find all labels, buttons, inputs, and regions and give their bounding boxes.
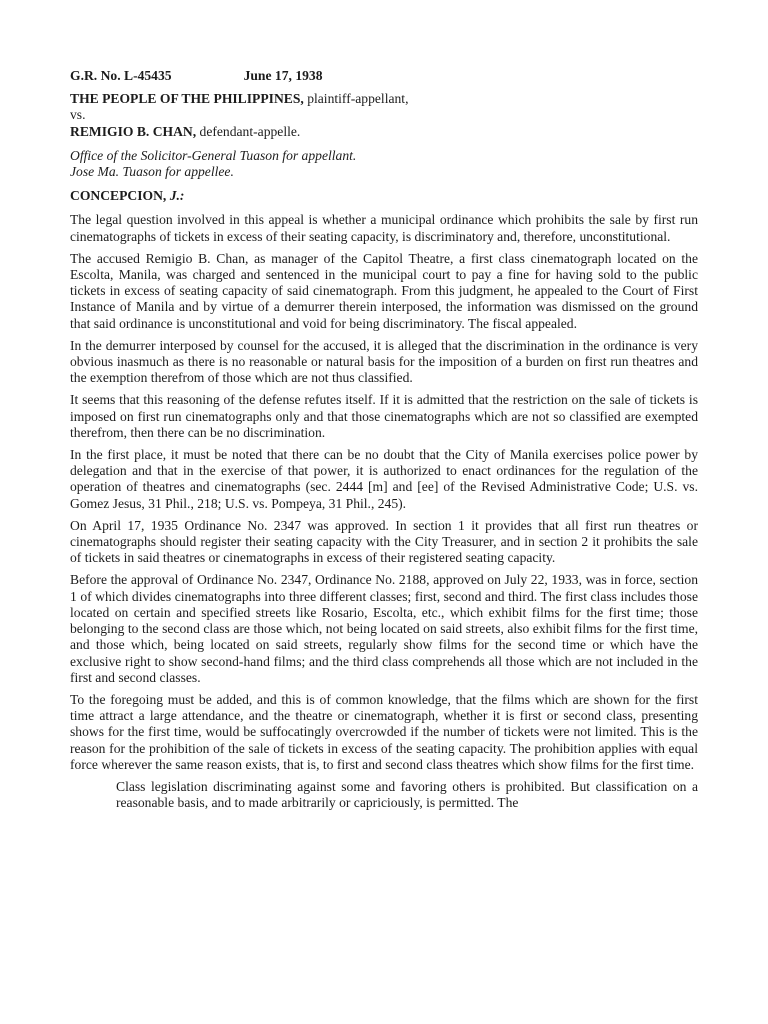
ponente-line bbox=[70, 188, 698, 204]
counsel-appellee: Jose Ma. Tuason for appellee. bbox=[70, 164, 234, 180]
defendant-role: defendant-appelle. bbox=[196, 123, 301, 139]
paragraph: On April 17, 1935 Ordinance No. 2347 was approved. In section 1 it provides that all first run theatres or cinematographs should register their seating capacity with the City Treasurer, and in section 2 it prohibits the sale of tickets in said theatres or cinematographs in excess of their registered seating capacity. bbox=[70, 517, 698, 566]
case-number: G.R. No. L-45435 bbox=[70, 68, 172, 83]
paragraph: The legal question involved in this appeal is whether a municipal ordinance which prohibits the sale by first run cinematographs of tickets in excess of their seating capacity, is discriminatory and, therefore, unconstitutional. bbox=[70, 212, 698, 244]
counsel-block bbox=[70, 148, 698, 180]
plaintiff-line bbox=[70, 91, 698, 107]
decision-date: June 17, 1938 bbox=[243, 68, 323, 83]
paragraph: To the foregoing must be added, and this is of common knowledge, that the films which are shown for the first time attract a large attendance, and the theatre or cinematograph, whether it is first or second class, presenting shows for the first time, would be suffocatingly overcrowded if the number of tickets were not limited. This is the reason for the prohibition of the sale of tickets in excess of the seating capacity. The prohibition applies with equal force wherever the same reason exists, that is, to first and second class theatres which show films for the first time. bbox=[70, 691, 698, 772]
counsel-appellant: Office of the Solicitor-General Tuason for appellant. bbox=[70, 147, 357, 163]
defendant-line bbox=[70, 124, 698, 140]
block-quote: Class legislation discriminating against some and favoring others is prohibited. But classification on a reasonable basis, and to made arbitrarily or capriciously, is permitted. The bbox=[116, 778, 698, 811]
versus-label: vs. bbox=[70, 107, 86, 123]
paragraph: In the first place, it must be noted that there can be no doubt that the City of Manila exercises police power by delegation and that in the exercise of that power, it is authorized to enact ordinances for the regulation of the operation of theatres and cinematographs (sec. 2444 [m] and [ee] of the Revised Administrative Code; U.S. vs. Gomez Jesus, 31 Phil., 218; U.S. vs. Pompeya, 31 Phil., 245). bbox=[70, 447, 698, 511]
paragraph: The accused Remigio B. Chan, as manager of the Capitol Theatre, a first class cinematograph located on the Escolta, Manila, was charged and sentenced in the municipal court to pay a fine for having sold to the public tickets in excess of seating capacity of said cinematograph. From this judgment, he appealed to the Court of First Instance of Manila and by virtue of a demurrer therein interposed, the information was dismissed on the ground that said ordinance is unconstitutional and void for being discriminatory. The fiscal appealed. bbox=[70, 250, 698, 331]
ponente-title: J.: bbox=[166, 188, 185, 204]
plaintiff-role: plaintiff-appellant, bbox=[303, 91, 409, 107]
case-number-line bbox=[70, 68, 698, 84]
defendant-name: REMIGIO B. CHAN, bbox=[70, 123, 197, 139]
document-page bbox=[70, 68, 698, 811]
plaintiff-name: THE PEOPLE OF THE PHILIPPINES, bbox=[70, 91, 304, 107]
ponente-name: CONCEPCION, bbox=[70, 188, 167, 204]
paragraph: In the demurrer interposed by counsel for the accused, it is alleged that the discrimination in the ordinance is very obvious inasmuch as there is no reasonable or natural basis for the imposition of a burden on first run theatres and the exemption therefrom of those which are not thus classified. bbox=[70, 337, 698, 386]
paragraph: Before the approval of Ordinance No. 2347, Ordinance No. 2188, approved on July 22, 1933, was in force, section 1 of which divides cinematographs into three different classes; first, second and third. The first class includes those located on certain and specified streets like Rosario, Escolta, etc., which exhibit films for the first time; those belonging to the second class are those which, not being located on said streets, also exhibit films for the first time, and those which, being located on said streets, regularly show films for the second time or which have the exclusive right to show second-hand films; and the third class comprehends all those which are not included in the first and second classes. bbox=[70, 572, 698, 685]
paragraph: It seems that this reasoning of the defense refutes itself. If it is admitted that the restriction on the sale of tickets is imposed on first run cinematographs only and that those cinematographs which are not so classified are exempted therefrom, then there can be no discrimination. bbox=[70, 392, 698, 440]
